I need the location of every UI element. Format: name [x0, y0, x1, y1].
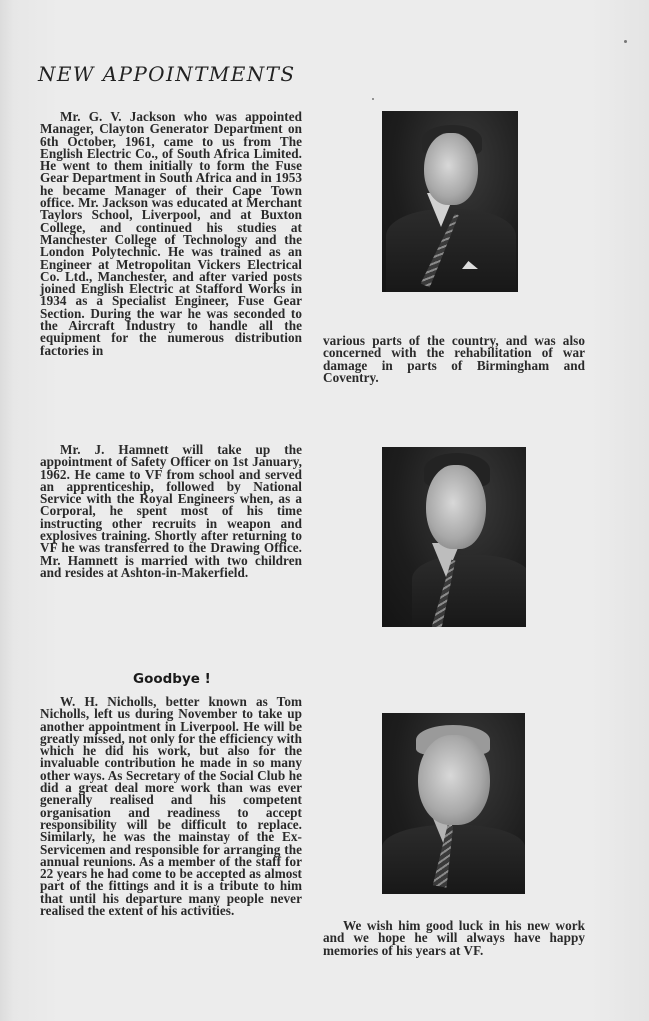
jackson-article-right: [323, 335, 585, 384]
nicholls-portrait: [382, 713, 525, 894]
jackson-paragraph: Mr. G. V. Jackson who was appointed Manager, Clayton Generator Department on 6th October, 1961, came to us from The English Electric Co., of South Africa Limited. He went to them initially to form the Fuse Gear Department in South Africa and in 1953 he became Manager of their Cape Town office. Mr. Jackson was educated at Merchant Taylors School, Liverpool, and at Buxton College, and continued his studies at Manchester College of Technology and the London Polytechnic. He was trained as an Engineer at Metropolitan Vickers Electrical Co. Ltd., Manchester, and after varied posts joined English Electric at Stafford Works in 1934 as a Specialist Engineer, Fuse Gear Section. During the war he was seconded to the Aircraft Industry to handle all the equipment for the numerous distribution factories in: [40, 109, 302, 358]
hamnett-paragraph: Mr. J. Hamnett will take up the appointment of Safety Officer on 1st January, 1962. He came to VF from school and served an apprenticeship, followed by National Service with the Royal Engineers when, as a Corporal, he spent most of his time instructing other recruits in weapon and explosives training. Shortly after returning to VF he was transferred to the Drawing Office. Mr. Hamnett is married with two children and resides at Ashton-in-Makerfield.: [40, 442, 302, 580]
goodbye-heading: Goodbye !: [133, 671, 211, 687]
goodbye-paragraph-continued: We wish him good luck in his new work and we hope he will always have happy memories of his years at VF.: [323, 918, 585, 958]
scan-speck: [624, 40, 627, 43]
hamnett-article: [40, 444, 302, 579]
jackson-portrait: [382, 111, 518, 292]
scan-speck: [372, 98, 374, 100]
goodbye-article-right: [323, 920, 585, 957]
hamnett-portrait: [382, 447, 526, 627]
jackson-paragraph-continued: various parts of the country, and was also concerned with the rehabilitation of war damage in parts of Birmingham and Coventry.: [323, 333, 585, 385]
jackson-article-left: [40, 111, 302, 357]
goodbye-article-left: [40, 696, 302, 917]
goodbye-paragraph: W. H. Nicholls, better known as Tom Nicholls, left us during November to take up another appointment in Liverpool. He will be greatly missed, not only for the efficiency with which he did his work, but also for the invaluable contribution he made in so many other ways. As Secretary of the Social Club he did a great deal more work than was ever generally realised and his competent organisation and readiness to accept responsibility will be difficult to replace. Similarly, he was the mainstay of the Ex-Servicemen and responsible for arranging the annual reunions. As a member of the staff for 22 years he had come to be accepted as almost part of the fittings and it is a tribute to him that until his departure many people never realised the extent of his activities.: [40, 694, 302, 919]
page-title: NEW APPOINTMENTS: [38, 62, 296, 86]
